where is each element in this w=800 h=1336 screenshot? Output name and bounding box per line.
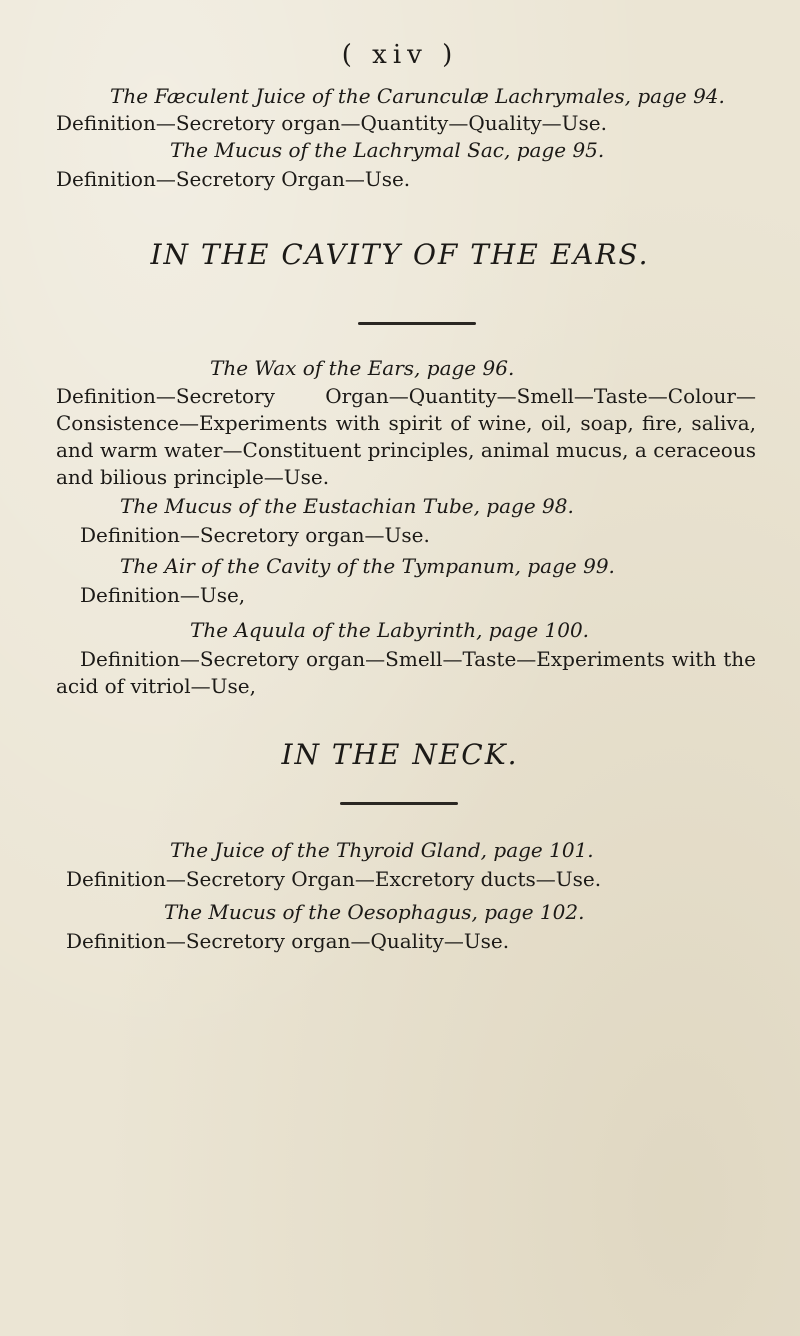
entry-title-caruncula-juice: The Fæculent Juice of the Carunculæ Lachrymales, page 94. — [110, 84, 725, 108]
entry-title-ear-wax: The Wax of the Ears, page 96. — [210, 356, 515, 380]
entry-title-lachrymal-sac-mucus: The Mucus of the Lachrymal Sac, page 95. — [170, 138, 605, 162]
entry-text-caruncula-juice: Definition—Secretory organ—Quantity—Quality—Use. — [56, 111, 607, 135]
entry-text-ear-wax: Definition—Secretory Organ—Quantity—Smell—Taste—Colour—Consistence—Experiments with spirit of wine, oil, soap, fire, saliva, and warm water—Constituent principles, animal mucus, a ceraceous and bilious principle—Use. — [56, 384, 756, 489]
entry-text-labyrinth-aquula: Definition—Secretory organ—Smell—Taste—Experiments with the acid of vitriol—Use, — [56, 647, 756, 698]
entry-text-oesophagus-mucus: Definition—Secretory organ—Quality—Use. — [66, 929, 510, 953]
entry-text-lachrymal-sac-mucus: Definition—Secretory Organ—Use. — [56, 167, 411, 191]
entry-title-labyrinth-aquula: The Aquula of the Labyrinth, page 100. — [190, 618, 590, 642]
entry-title-thyroid-juice: The Juice of the Thyroid Gland, page 101. — [170, 838, 594, 862]
section-divider-ears — [358, 322, 476, 325]
entry-text-eustachian-mucus: Definition—Secretory organ—Use. — [80, 523, 430, 547]
entry-text-tympanum-air: Definition—Use, — [80, 583, 246, 607]
section-divider-neck — [340, 802, 458, 805]
section-heading-ears: IN THE CAVITY OF THE EARS. — [150, 238, 650, 271]
entry-title-tympanum-air: The Air of the Cavity of the Tympanum, page 99. — [120, 554, 615, 578]
entry-title-oesophagus-mucus: The Mucus of the Oesophagus, page 102. — [164, 900, 585, 924]
entry-text-thyroid-juice: Definition—Secretory Organ—Excretory ducts—Use. — [66, 867, 602, 891]
section-heading-neck: IN THE NECK. — [281, 738, 519, 771]
page-folio: ( xiv ) — [341, 40, 459, 70]
entry-title-eustachian-mucus: The Mucus of the Eustachian Tube, page 98. — [120, 494, 574, 518]
